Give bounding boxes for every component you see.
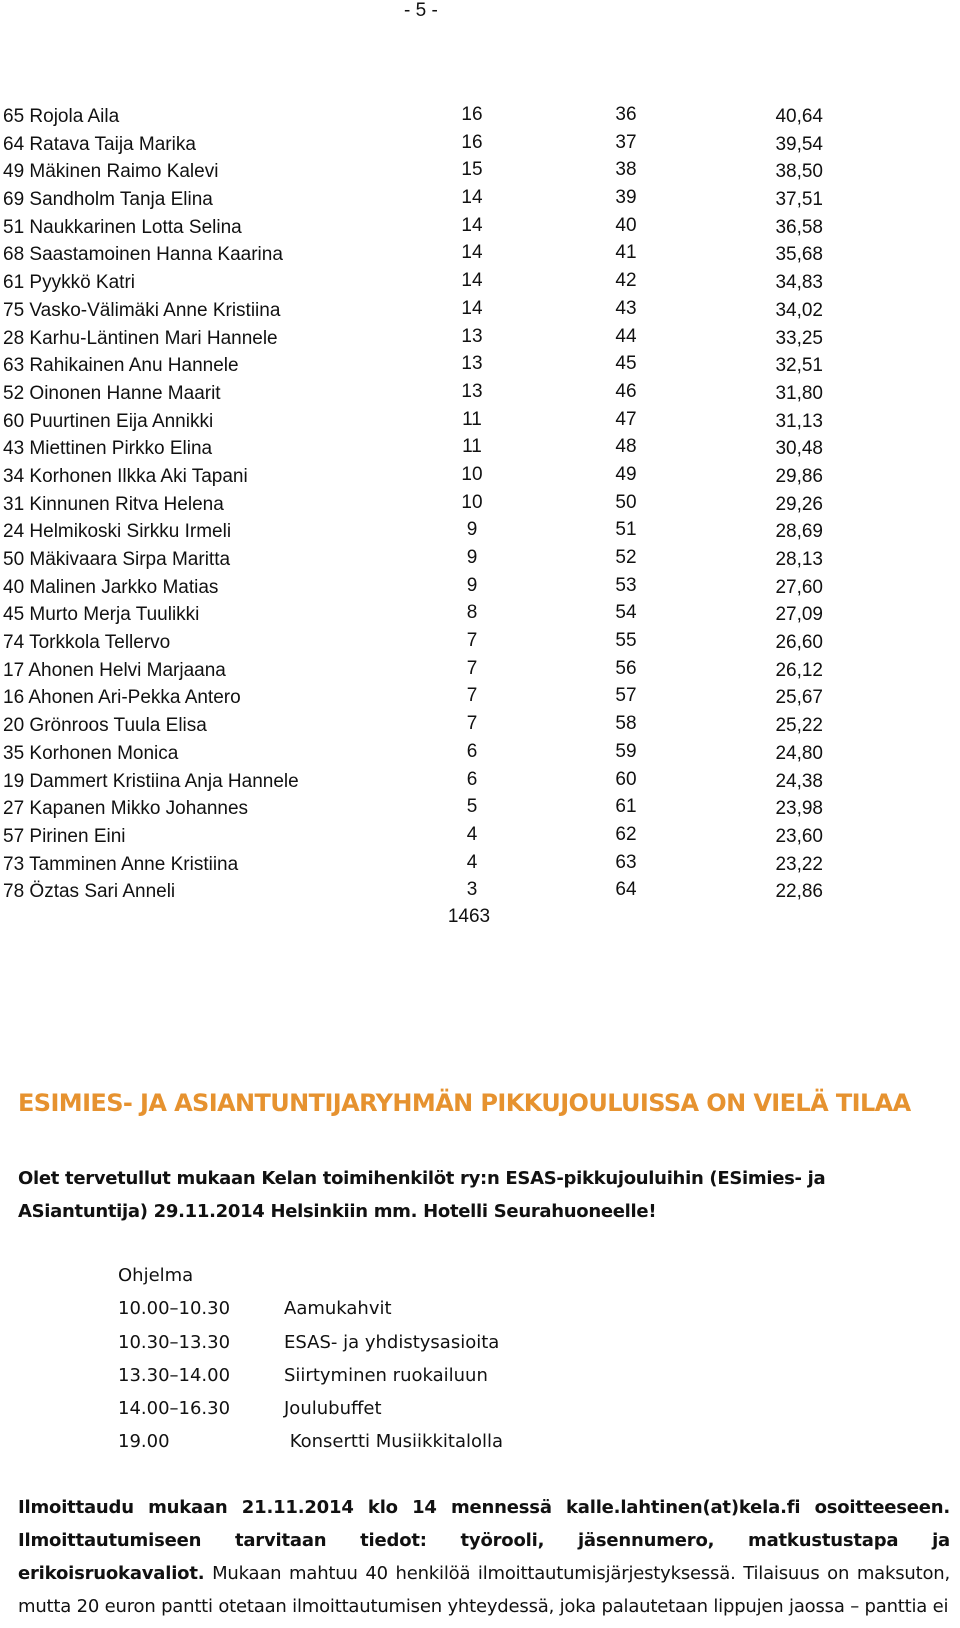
cell-votes: 14 — [461, 270, 483, 292]
programme-time: 13.30–14.00 — [118, 1364, 231, 1386]
cell-votes: 10 — [461, 491, 483, 513]
cell-votes: 7 — [466, 713, 478, 735]
cell-pct: 23,98 — [775, 798, 823, 820]
cell-name: 51 Naukkarinen Lotta Selina — [3, 216, 242, 238]
cell-name: 40 Malinen Jarkko Matias — [3, 576, 219, 598]
programme-activity: Siirtyminen ruokailuun — [284, 1364, 488, 1386]
cell-name: 24 Helmikoski Sirkku Irmeli — [3, 521, 232, 543]
table-row — [3, 852, 823, 880]
table-row — [3, 270, 823, 298]
table-row — [3, 769, 823, 797]
cell-name: 49 Mäkinen Raimo Kalevi — [3, 161, 219, 183]
cell-rank: 64 — [615, 879, 637, 901]
cell-rank: 55 — [615, 630, 637, 652]
table-row — [3, 187, 823, 215]
cell-votes: 11 — [462, 436, 482, 458]
table-row — [3, 436, 823, 464]
cell-pct: 39,54 — [775, 133, 823, 155]
cell-votes: 16 — [461, 104, 483, 125]
notice-intro — [18, 1162, 878, 1228]
cell-rank: 44 — [615, 325, 637, 347]
programme-item — [118, 1359, 503, 1392]
cell-rank: 59 — [615, 740, 637, 762]
cell-votes: 14 — [461, 214, 483, 236]
cell-rank: 60 — [615, 768, 637, 790]
cell-pct: 23,22 — [775, 853, 823, 875]
cell-votes: 13 — [461, 325, 483, 347]
programme-item — [118, 1392, 503, 1425]
table-row — [3, 602, 823, 630]
table-row — [3, 409, 823, 437]
total-votes: 1463 — [447, 906, 491, 927]
cell-rank: 54 — [615, 602, 637, 624]
cell-votes: 9 — [466, 574, 478, 596]
programme-activity: Konsertti Musiikkitalolla — [284, 1431, 504, 1453]
table-row — [3, 519, 823, 547]
cell-rank: 39 — [615, 187, 637, 209]
cell-rank: 49 — [615, 463, 637, 485]
intro-line-1: Olet tervetullut mukaan Kelan toimihenkilöt ry:n ESAS-pikkujouluihin (ESimies- ja — [18, 1168, 826, 1189]
cell-rank: 36 — [615, 104, 637, 125]
cell-pct: 36,58 — [775, 216, 823, 238]
cell-pct: 27,60 — [775, 576, 823, 598]
cell-rank: 57 — [615, 685, 637, 707]
cell-rank: 37 — [615, 131, 637, 153]
table-row — [3, 879, 823, 907]
table-row — [3, 685, 823, 713]
cell-rank: 61 — [615, 796, 637, 818]
cell-name: 60 Puurtinen Eija Annikki — [3, 410, 214, 432]
cell-pct: 34,83 — [775, 272, 823, 294]
cell-rank: 47 — [615, 408, 637, 430]
cell-votes: 7 — [466, 630, 478, 652]
table-row — [3, 298, 823, 326]
cell-pct: 33,25 — [775, 327, 823, 349]
programme-activity: Joulubuffet — [284, 1398, 382, 1420]
cell-name: 45 Murto Merja Tuulikki — [3, 604, 200, 626]
cell-name: 34 Korhonen Ilkka Aki Tapani — [3, 465, 248, 487]
cell-votes: 11 — [462, 408, 482, 430]
cell-name: 75 Vasko-Välimäki Anne Kristiina — [3, 299, 281, 321]
cell-rank: 46 — [615, 380, 637, 402]
cell-rank: 58 — [615, 713, 637, 735]
cell-pct: 28,13 — [775, 549, 823, 570]
cell-rank: 43 — [615, 297, 637, 319]
cell-pct: 25,67 — [775, 687, 823, 709]
cell-pct: 37,51 — [775, 189, 823, 211]
cell-pct: 25,22 — [775, 715, 823, 737]
cell-name: 69 Sandholm Tanja Elina — [3, 189, 213, 211]
cell-pct: 26,12 — [775, 659, 823, 681]
cell-votes: 10 — [461, 463, 483, 485]
signup-details: Mukaan mahtuu 40 henkilöä ilmoittautumisjärjestyksessä. Tilaisuus on maksuton, mutta 20 euron pantti otetaan ilmoittautumisen yhteydessä, joka palautetaan lippujen jaossa – panttia ei — [18, 1563, 951, 1617]
cell-rank: 41 — [615, 242, 637, 264]
cell-rank: 48 — [615, 436, 637, 458]
cell-name: 74 Torkkola Tellervo — [3, 632, 171, 654]
cell-name: 61 Pyykkö Katri — [3, 272, 135, 294]
notice-headline: ESIMIES- JA ASIANTUNTIJARYHMÄN PIKKUJOULUISSA ON VIELÄ TILAA — [18, 1089, 911, 1117]
cell-votes: 6 — [466, 740, 478, 762]
cell-name: 27 Kapanen Mikko Johannes — [3, 798, 249, 820]
signup-bold: Ilmoittaudu mukaan 21.11.2014 klo 14 mennessä kalle.lahtinen(at)kela.fi osoitteeseen. Ilmoittautumiseen tarvitaan tiedot: työrooli, jäsennumero, matkustustapa ja erikoisruokavaliot. — [18, 1497, 950, 1584]
cell-votes: 14 — [461, 297, 483, 319]
cell-name: 63 Rahikainen Anu Hannele — [3, 355, 239, 377]
cell-name: 43 Miettinen Pirkko Elina — [3, 438, 213, 460]
cell-votes: 14 — [461, 242, 483, 264]
cell-name: 65 Rojola Aila — [3, 106, 120, 127]
cell-name: 68 Saastamoinen Hanna Kaarina — [3, 244, 283, 266]
cell-votes: 7 — [466, 685, 478, 707]
cell-votes: 7 — [466, 657, 478, 679]
cell-name: 20 Grönroos Tuula Elisa — [3, 715, 207, 737]
table-row — [3, 104, 823, 132]
cell-votes: 14 — [461, 187, 483, 209]
table-row — [3, 353, 823, 381]
programme-activity: Aamukahvit — [284, 1298, 392, 1320]
table-row — [3, 215, 823, 243]
table-row — [3, 381, 823, 409]
table-row — [3, 326, 823, 354]
programme-time: 19.00 — [118, 1431, 170, 1453]
cell-rank: 38 — [615, 159, 637, 181]
cell-rank: 52 — [615, 547, 637, 568]
cell-rank: 50 — [615, 491, 637, 513]
cell-rank: 56 — [615, 657, 637, 679]
table-row — [3, 464, 823, 492]
cell-rank: 42 — [615, 270, 637, 292]
cell-name: 78 Öztas Sari Anneli — [3, 881, 176, 903]
cell-name: 35 Korhonen Monica — [3, 742, 179, 764]
programme — [118, 1259, 503, 1459]
cell-name: 16 Ahonen Ari-Pekka Antero — [3, 687, 241, 709]
table-row — [3, 713, 823, 741]
programme-time: 10.30–13.30 — [118, 1331, 231, 1353]
cell-name: 50 Mäkivaara Sirpa Maritta — [3, 549, 231, 570]
cell-rank: 63 — [615, 851, 637, 873]
table-row — [3, 159, 823, 187]
cell-votes: 4 — [466, 823, 478, 845]
cell-name: 31 Kinnunen Ritva Helena — [3, 493, 224, 515]
cell-pct: 29,26 — [775, 493, 823, 515]
results-table — [3, 104, 823, 907]
cell-rank: 62 — [615, 823, 637, 845]
page-number: - 5 - — [404, 0, 438, 21]
cell-rank: 51 — [615, 519, 637, 541]
cell-pct: 23,60 — [775, 825, 823, 847]
cell-name: 57 Pirinen Eini — [3, 825, 126, 847]
cell-name: 19 Dammert Kristiina Anja Hannele — [3, 770, 299, 792]
programme-activity: ESAS- ja yhdistysasioita — [284, 1331, 500, 1353]
cell-name: 17 Ahonen Helvi Marjaana — [3, 659, 226, 681]
cell-votes: 9 — [466, 547, 478, 568]
cell-votes: 9 — [466, 519, 478, 541]
cell-name: 73 Tamminen Anne Kristiina — [3, 853, 239, 875]
cell-pct: 30,48 — [775, 438, 823, 460]
table-row — [3, 796, 823, 824]
table-row — [3, 575, 823, 603]
cell-votes: 3 — [466, 879, 478, 901]
cell-votes: 4 — [466, 851, 478, 873]
cell-pct: 29,86 — [775, 465, 823, 487]
cell-rank: 40 — [615, 214, 637, 236]
cell-pct: 28,69 — [775, 521, 823, 543]
programme-item — [118, 1425, 503, 1458]
table-row — [3, 492, 823, 520]
cell-pct: 40,64 — [775, 106, 823, 127]
cell-votes: 15 — [461, 159, 483, 181]
cell-votes: 8 — [466, 602, 478, 624]
cell-votes: 16 — [461, 131, 483, 153]
cell-votes: 13 — [461, 353, 483, 375]
table-row — [3, 824, 823, 852]
cell-pct: 26,60 — [775, 632, 823, 654]
cell-pct: 27,09 — [775, 604, 823, 626]
cell-pct: 31,13 — [775, 410, 823, 432]
programme-item — [118, 1292, 503, 1325]
cell-votes: 13 — [461, 380, 483, 402]
cell-pct: 31,80 — [775, 382, 823, 404]
cell-votes: 6 — [466, 768, 478, 790]
programme-item — [118, 1326, 503, 1359]
table-row — [3, 242, 823, 270]
cell-rank: 45 — [615, 353, 637, 375]
cell-pct: 38,50 — [775, 161, 823, 183]
table-row — [3, 658, 823, 686]
programme-time: 10.00–10.30 — [118, 1298, 231, 1320]
cell-pct: 24,80 — [775, 742, 823, 764]
table-row — [3, 630, 823, 658]
table-row — [3, 741, 823, 769]
programme-time: 14.00–16.30 — [118, 1398, 231, 1420]
cell-pct: 22,86 — [775, 881, 823, 903]
cell-votes: 5 — [466, 796, 478, 818]
cell-name: 28 Karhu-Läntinen Mari Hannele — [3, 327, 278, 349]
signup-text — [18, 1491, 950, 1623]
cell-rank: 53 — [615, 574, 637, 596]
programme-label: Ohjelma — [118, 1265, 194, 1286]
table-row — [3, 547, 823, 575]
cell-pct: 24,38 — [775, 770, 823, 792]
cell-pct: 34,02 — [775, 299, 823, 321]
cell-name: 52 Oinonen Hanne Maarit — [3, 382, 221, 404]
cell-pct: 35,68 — [775, 244, 823, 266]
table-row — [3, 132, 823, 160]
cell-name: 64 Ratava Taija Marika — [3, 133, 196, 155]
intro-line-2: ASiantuntija) 29.11.2014 Helsinkiin mm. Hotelli Seurahuoneelle! — [18, 1201, 657, 1222]
cell-pct: 32,51 — [775, 355, 823, 377]
